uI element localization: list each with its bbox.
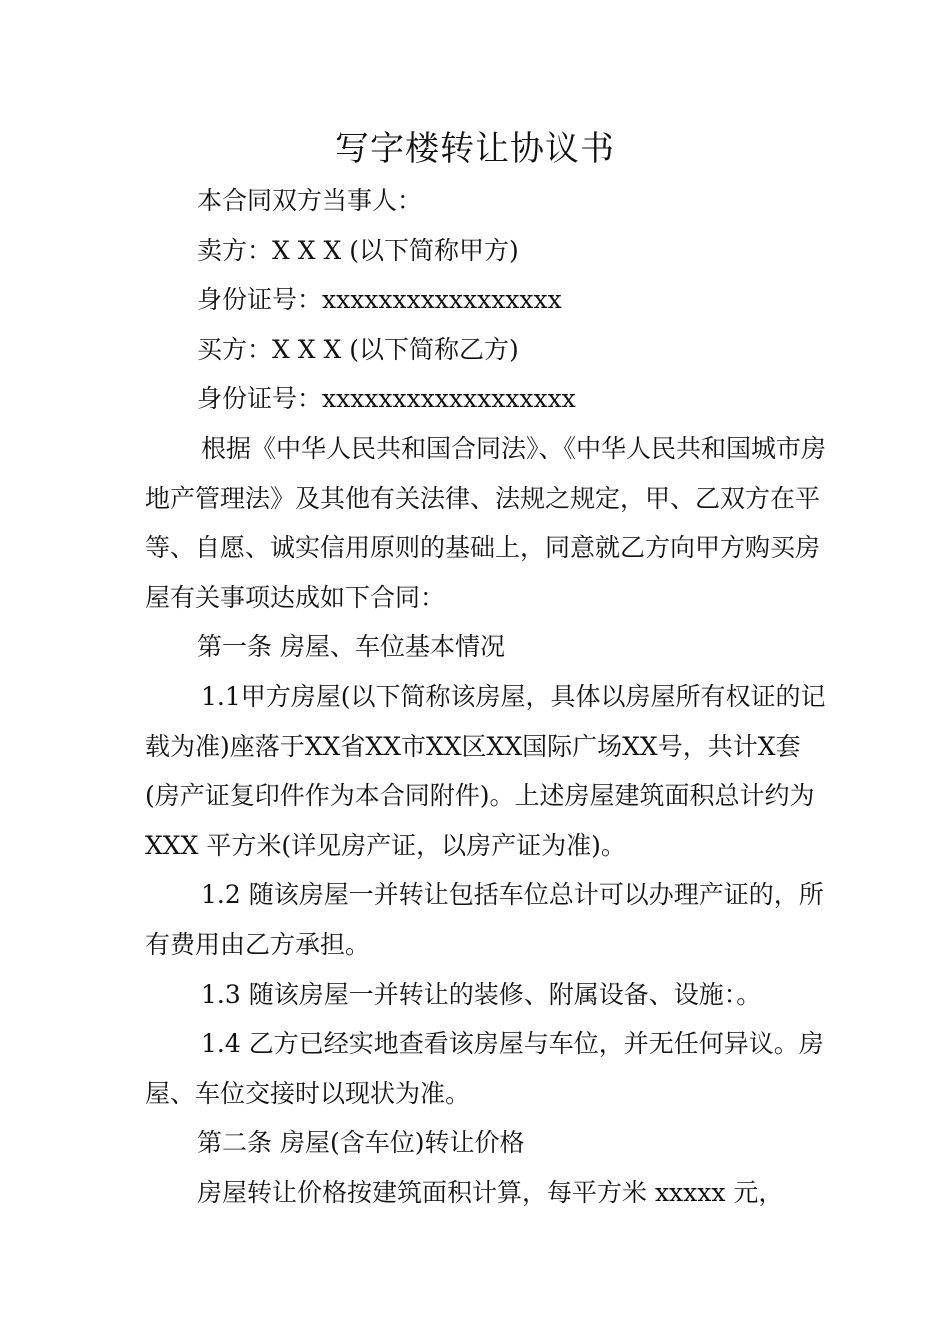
paragraph-seller-id: 身份证号：xxxxxxxxxxxxxxxxx [197,285,562,315]
paragraph-clause-1-4: 1.4 乙方已经实地查看该房屋与车位，并无任何异议。房屋、车位交接时以现状为准。 [145,1029,824,1108]
paragraph-clause-1-2: 1.2 随该房屋一并转让包括车位总计可以办理产证的，所有费用由乙方承担。 [145,880,824,959]
document-title: 写字楼转让协议书 [335,129,615,169]
paragraph-seller: 卖方：X X X (以下简称甲方) [197,235,519,265]
heading-article-2: 第二条 房屋(含车位)转让价格 [197,1128,525,1158]
paragraph-buyer-id: 身份证号：xxxxxxxxxxxxxxxxxx [197,384,576,414]
heading-article-1: 第一条 房屋、车位基本情况 [197,632,505,662]
paragraph-legal-basis: 根据《中华人民共和国合同法》、《中华人民共和国城市房地产管理法》及其他有关法律、法规之规定，甲、乙双方在平等、自愿、诚实信用原则的基础上，同意就乙方向甲方购买房屋有关事项达成如下合同： [145,433,827,612]
paragraph-price: 房屋转让价格按建筑面积计算，每平方米 xxxxx 元， [197,1177,784,1207]
document-body [145,176,835,1217]
paragraph-parties-intro: 本合同双方当事人： [197,186,423,215]
paragraph-buyer: 买方：X X X (以下简称乙方) [197,334,519,364]
paragraph-clause-1-3: 1.3 随该房屋一并转让的装修、附属设备、设施：。 [201,979,762,1009]
paragraph-clause-1-1: 1.1甲方房屋(以下简称该房屋，具体以房屋所有权证的记载为准)座落于XX省XX市XX区XX国际广场XX号，共计X套(房产证复印件作为本合同附件)。上述房屋建筑面积总计约为 XXX 平方米(详见房产证，以房产证为准)。 [145,681,826,860]
